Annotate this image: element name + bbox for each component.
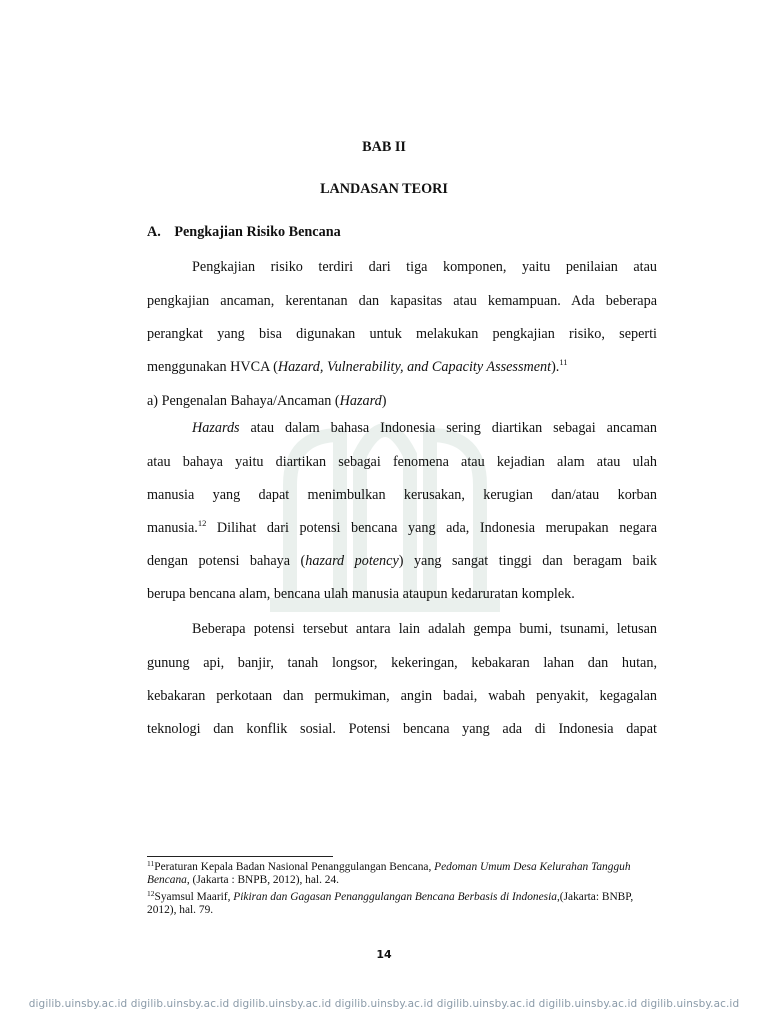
para1-line1: Pengkajian risiko terdiri dari tiga komponen, yaitu penilaian atau bbox=[192, 259, 657, 275]
para3-line2: gunung api, banjir, tanah longsor, kekeringan, kebakaran lahan dan hutan, bbox=[147, 655, 657, 671]
para2-line1: Hazards atau dalam bahasa Indonesia sering diartikan sebagai ancaman bbox=[192, 420, 657, 436]
chapter-label: BAB II bbox=[362, 139, 406, 155]
para1-line4: menggunakan HVCA (Hazard, Vulnerability, and Capacity Assessment).$^{11}$ bbox=[147, 357, 568, 375]
footnote-ref-12: 12 bbox=[197, 518, 207, 528]
para2-line5: dengan potensi bahaya (hazard potency) yang sangat tinggi dan beragam baik bbox=[147, 553, 657, 569]
footnote-11: $^{11}$Peraturan Kepala Badan Nasional Penanggulangan Bencana, Pedoman Umum Desa Kelurahan Tangguh Bencana, (Jakarta : BNPB, 2012), hal. 24. bbox=[147, 859, 631, 886]
para3-line3: kebakaran perkotaan dan permukiman, angin badai, wabah penyakit, kegagalan bbox=[147, 688, 657, 704]
para3-line4: teknologi dan konflik sosial. Potensi bencana yang ada di Indonesia dapat bbox=[147, 721, 657, 737]
footnote-ref-11: 11 bbox=[559, 357, 568, 367]
chapter-title: LANDASAN TEORI bbox=[320, 181, 448, 197]
para1-line3: perangkat yang bisa digunakan untuk melakukan pengkajian risiko, seperti bbox=[147, 326, 657, 342]
para3-line1: Beberapa potensi tersebut antara lain adalah gempa bumi, tsunami, letusan bbox=[192, 621, 657, 637]
para2-line6: berupa bencana alam, bencana ulah manusia ataupun kedaruratan komplek. bbox=[147, 586, 575, 602]
para2-line2: atau bahaya yaitu diartikan sebagai fenomena atau kejadian alam atau ulah bbox=[147, 454, 657, 470]
subsection-heading: a) Pengenalan Bahaya/Ancaman (Hazard) bbox=[147, 393, 387, 409]
page-number: 14 bbox=[376, 948, 392, 961]
hvca-term: Hazard, Vulnerability, and Capacity Assessment bbox=[277, 359, 552, 375]
para2-line3: manusia yang dapat menimbulkan kerusakan, kerugian dan/atau korban bbox=[147, 487, 657, 503]
para2-line4: manusia.$^{12}$ Dilihat dari potensi bencana yang ada, Indonesia merupakan negara bbox=[147, 518, 657, 536]
footnote-12: $^{12}$Syamsul Maarif, Pikiran dan Gagasan Penanggulangan Bencana Berbasis di Indonesia,(Jakarta: BNBP, 2012), hal. 79. bbox=[147, 889, 634, 916]
section-heading bbox=[147, 225, 341, 239]
section-title: Pengkajian Risiko Bencana bbox=[174, 224, 341, 240]
para1-line2: pengkajian ancaman, kerentanan dan kapasitas atau kemampuan. Ada beberapa bbox=[147, 293, 657, 309]
footer-watermark: digilib.uinsby.ac.id digilib.uinsby.ac.id digilib.uinsby.ac.id digilib.uinsby.ac.id digilib.uinsby.ac.id digilib.uinsby.ac.id digilib.uinsby.ac.id bbox=[28, 998, 740, 1010]
footnote-divider bbox=[147, 856, 333, 857]
section-label: A. bbox=[147, 224, 161, 240]
